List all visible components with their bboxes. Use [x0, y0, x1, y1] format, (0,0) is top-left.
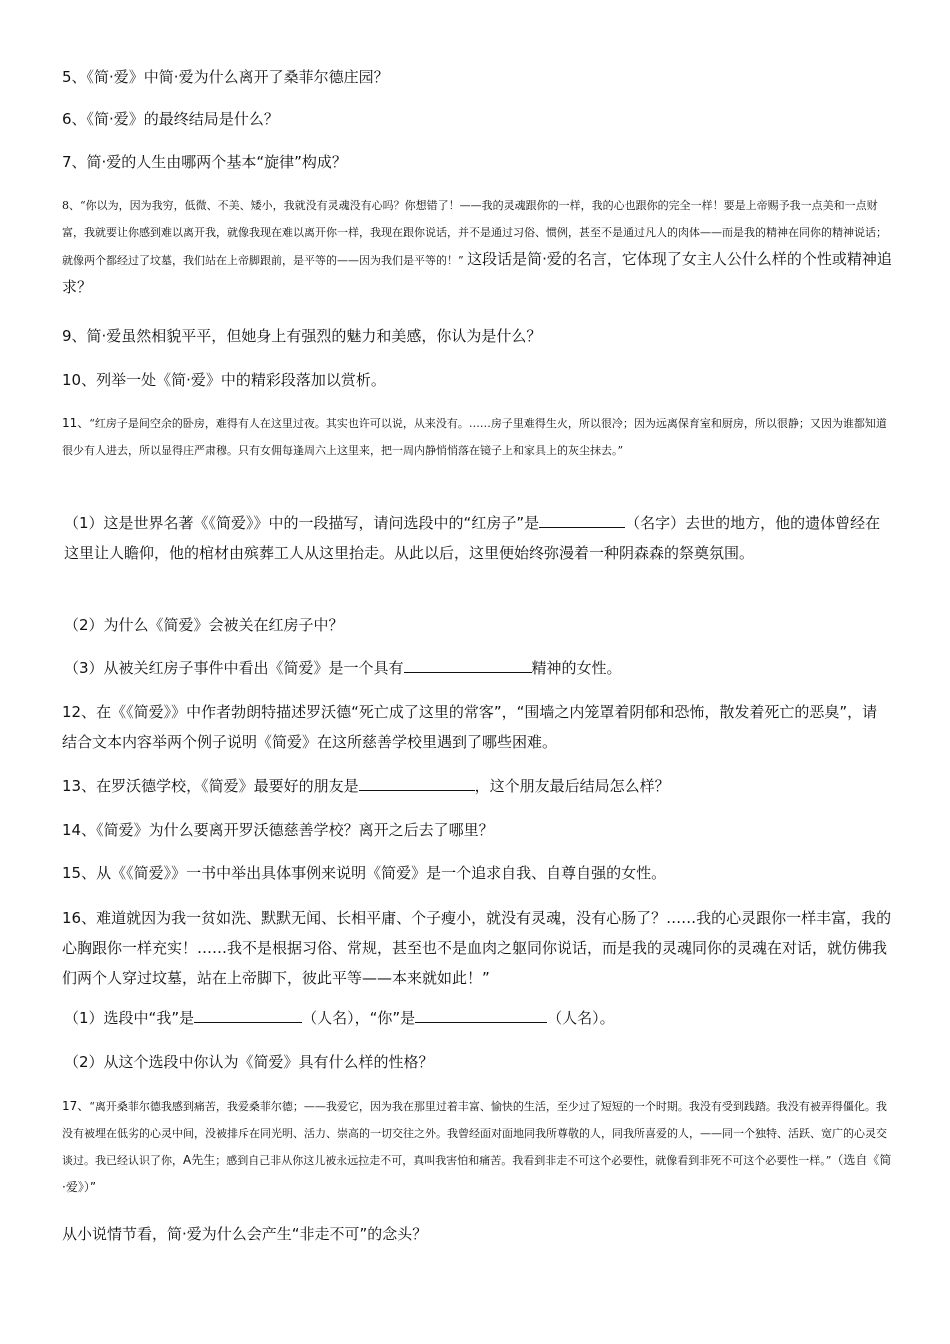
question-7: 7、简·爱的人生由哪两个基本“旋律”构成？: [62, 153, 347, 171]
question-16-part-2: （2）从这个选段中你认为《简爱》具有什么样的性格？: [64, 1053, 434, 1071]
question-17-passage: [62, 1093, 892, 1201]
question-11-part-1: [64, 508, 894, 568]
question-8: [62, 192, 892, 302]
question-11-part-3-text-a: （3）从被关红房子事件中看出《简爱》是一个具有: [64, 659, 404, 677]
question-17-quote-a: “离开桑菲尔德我感到痛苦，我爱桑菲尔德；——我爱它，因为我在那里过着丰富、愉快的生活，至少过了短短的一个时期。我没有受到践踏。我没有被弄得僵化。我没有被埋在低劣的心灵中间，没被排斥在同光明、活力、崇高的一切交往之外。我曾经面对面地同我所尊敬的人，同我所喜爱的人，——同一个独特、活跃、宽广的心灵交谈过。我已经认识了你，: [62, 1100, 887, 1167]
question-16-part-1-text-b: （人名），“你”是: [302, 1009, 416, 1027]
question-8-ask: 这段话是简·爱的名言，它体现了女主人公什么样的个性或精神追求？: [62, 250, 892, 296]
question-11-part-2: （2）为什么《简爱》会被关在红房子中？: [64, 616, 344, 634]
question-11-number: 11、: [62, 416, 90, 430]
question-15: 15、从《《简爱》》一书中举出具体事例来说明《简爱》是一个追求自我、自尊自强的女性。: [62, 864, 667, 882]
question-17-source: （选自《简·爱》）”: [62, 1153, 892, 1194]
question-11-passage: [62, 410, 892, 464]
question-16-part-1: [64, 1003, 894, 1033]
question-11-part-1-text-a: （1）这是世界名著《《简爱》》中的一段描写，请问选段中的“红房子”是: [64, 514, 540, 532]
question-16-part-1-text-a: （1）选段中“我”是: [64, 1009, 195, 1027]
question-17-quote-b: ；感到自己非从你这儿被永远拉走不可，真叫我害怕和痛苦。我看到非走不可这个必要性，就像看到非死不可这个必要性一样。”: [215, 1154, 832, 1167]
question-13: [62, 771, 892, 801]
question-17-ask: 从小说情节看，简·爱为什么会产生“非走不可”的念头？: [62, 1225, 428, 1243]
question-10: 10、列举一处《简·爱》中的精彩段落加以赏析。: [62, 371, 386, 389]
question-17-number: 17、: [62, 1099, 90, 1113]
question-16-part-1-text-c: （人名）。: [547, 1009, 615, 1027]
question-11-quote: “红房子是间空余的卧房，难得有人在这里过夜。其实也许可以说，从来没有。……房子里难得生火，所以很冷；因为远离保育室和厨房，所以很静；又因为谁都知道很少有人进去，所以显得庄严肃穆。只有女佣每逢周六上这里来，把一周内静悄悄落在镜子上和家具上的灰尘抹去。”: [62, 417, 887, 457]
question-11-part-3: [64, 653, 894, 683]
question-11-part-3-text-b: 精神的女性。: [531, 659, 622, 677]
answer-blank-speaker-name[interactable]: [194, 1004, 302, 1023]
question-12: 12、在《《简爱》》中作者勃朗特描述罗沃德“死亡成了这里的常客”，“围墙之内笼罩着阴郁和恐怖，散发着死亡的恶臭”，请结合文本内容举两个例子说明《简爱》在这所慈善学校里遇到了哪些困难。: [62, 703, 878, 751]
question-17-name: A先生: [183, 1153, 216, 1167]
question-13-text-b: ，这个朋友最后结局怎么样？: [474, 777, 670, 795]
question-8-quote: 8、“你以为，因为我穷，低微、不美、矮小，我就没有灵魂没有心吗？你想错了！——我的灵魂跟你的一样，我的心也跟你的完全一样！要是上帝赐予我一点美和一点财富，我就要让你感到难以离开我，就像我现在难以离开你一样，我现在跟你说话，并不是通过习俗、惯例，甚至不是通过凡人的肉体——而是我的精神在同你的精神说话；就像两个都经过了坟墓，我们站在上帝脚跟前，是平等的——因为我们是平等的！”: [62, 199, 887, 267]
question-14: 14、《简爱》为什么要离开罗沃德慈善学校？离开之后去了哪里？: [62, 821, 494, 839]
question-6: 6、《简·爱》的最终结局是什么？: [62, 110, 279, 128]
answer-blank-listener-name[interactable]: [415, 1004, 547, 1023]
question-5: 5、《简·爱》中简·爱为什么离开了桑菲尔德庄园？: [62, 68, 389, 86]
answer-blank-best-friend[interactable]: [359, 772, 475, 791]
question-16-passage: 16、难道就因为我一贫如洗、默默无闻、长相平庸、个子瘦小，就没有灵魂，没有心肠了？……我的心灵跟你一样丰富，我的心胸跟你一样充实！……我不是根据习俗、常规，甚至也不是血肉之躯同你说话，而是我的灵魂同你的灵魂在对话，就仿佛我们两个人穿过坟墓，站在上帝脚下，彼此平等——本来就如此！”: [62, 909, 892, 987]
answer-blank-red-room-name[interactable]: [539, 509, 625, 528]
question-11-part-1-text-b: （名字）去世的地方，他的遗体曾经在这里让人瞻仰，他的棺材由殡葬工人从这里抬走。从此以后，这里便始终弥漫着一种阴森森的祭奠氛围。: [64, 514, 881, 562]
question-13-text-a: 13、在罗沃德学校，《简爱》最要好的朋友是: [62, 777, 359, 795]
question-9: 9、简·爱虽然相貌平平，但她身上有强烈的魅力和美感，你认为是什么？: [62, 327, 542, 345]
answer-blank-spirit[interactable]: [404, 654, 532, 673]
